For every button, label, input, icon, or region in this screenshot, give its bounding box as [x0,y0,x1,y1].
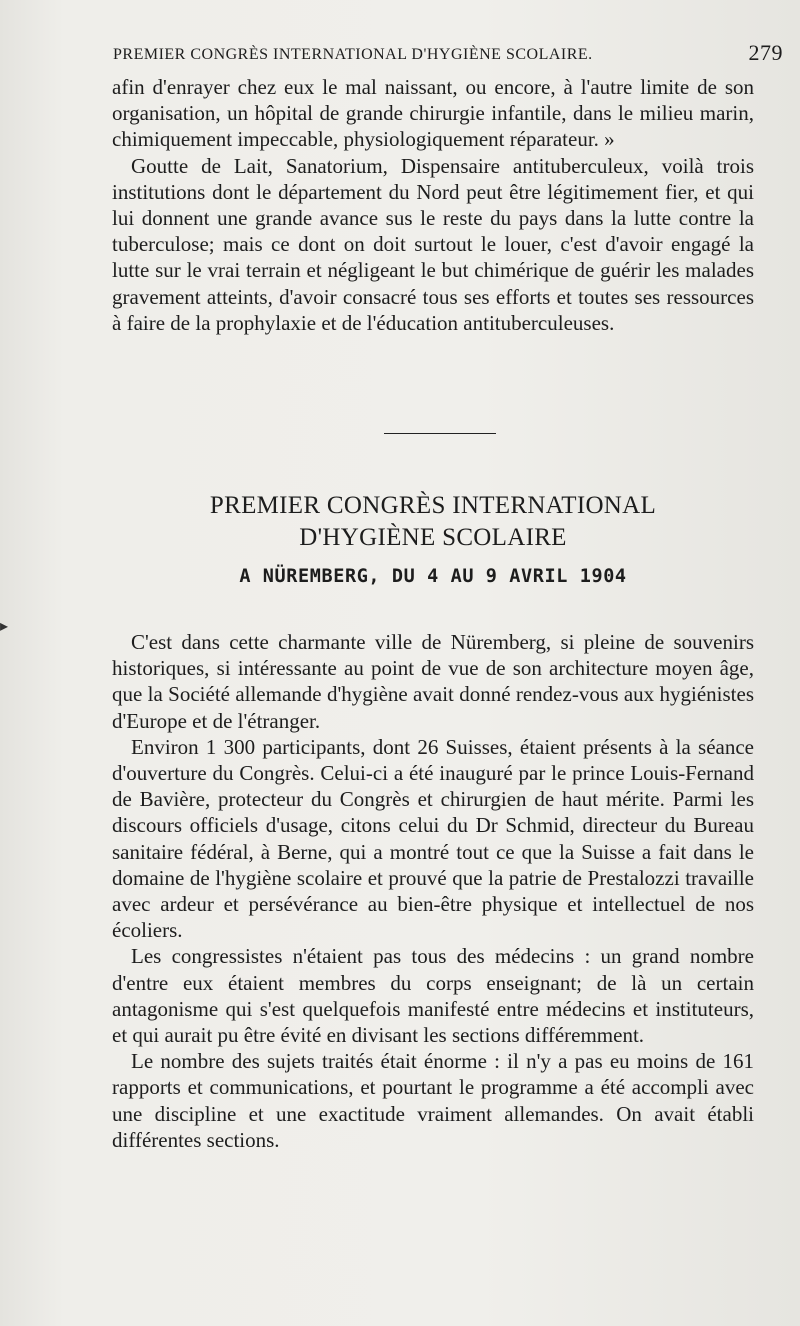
continued-paragraph-2: Goutte de Lait, Sanatorium, Dispensaire antituberculeux, voilà trois institutions dont le département du Nord peut être légitimement fier, et qui lui donnent une grande avance sus le reste du pays dans la lutte contre la tuberculose; mais ce dont on doit surtout le louer, c'est d'avoir engagé la lutte sur le vrai terrain et négligeant le but chimérique de guérir les malades gravement atteints, d'avoir consacré tous ses efforts et toutes ses ressources à faire de la prophylaxie et de l'éducation antituberculeuses. [112,153,754,335]
article-paragraph-4: Le nombre des sujets traités était énorme : il n'y a pas eu moins de 161 rapports et communications, et pourtant le programme a été accompli avec une discipline et une exactitude vraiment allemandes. On avait établi différentes sections. [112,1049,754,1152]
article-subtitle: A NÜREMBERG, DU 4 AU 9 AVRIL 1904 [239,566,627,587]
continued-paragraph-1: afin d'enrayer chez eux le mal naissant, ou encore, à l'autre limite de son organisation, un hôpital de grande chirurgie infantile, dans le milieu marin, chimiquement impeccable, physiologiquement réparateur. » [112,75,754,152]
section-divider [384,433,496,434]
article-title-line-2: D'HYGIÈNE SCOLAIRE [299,524,567,551]
article-title-line-1: PREMIER CONGRÈS INTERNATIONAL [209,492,657,519]
article-paragraph-2: Environ 1 300 participants, dont 26 Suisses, étaient présents à la séance d'ouverture du Congrès. Celui-ci a été inauguré par le prince Louis-Fernand de Bavière, protecteur du Congrès et chirurgien de haut mérite. Parmi les discours officiels d'usage, citons celui du Dr Schmid, directeur du Bureau sanitaire fédéral, à Berne, qui a montré tout ce que la Suisse a fait dans le domaine de l'hygiène scolaire et prouvé que la patrie de Prestalozzi travaille avec ardeur et persévérance au bien-être physique et intellectuel de nos écoliers. [112,734,754,943]
article-paragraph-3: Les congressistes n'étaient pas tous des médecins : un grand nombre d'entre eux étaient membres du corps enseignant; de là un certain antagonisme qui s'est quelquefois manifesté entre médecins et instituteurs, et qui aurait pu être évité en divisant les sections différemment. [112,944,754,1048]
margin-mark: ▸ [0,616,9,635]
article-body [112,629,754,1153]
running-head [113,40,783,70]
article-paragraph-1: C'est dans cette charmante ville de Nüremberg, si pleine de souvenirs historiques, si intéressante au point de vue de son architecture moyen âge, que la Société allemande d'hygiène avait donné rendez-vous aux hygiénistes d'Europe et de l'étranger. [112,630,754,733]
running-head-title: PREMIER CONGRÈS INTERNATIONAL D'HYGIÈNE SCOLAIRE. [113,46,593,63]
page-number: 279 [748,40,783,65]
continued-text [112,74,754,336]
